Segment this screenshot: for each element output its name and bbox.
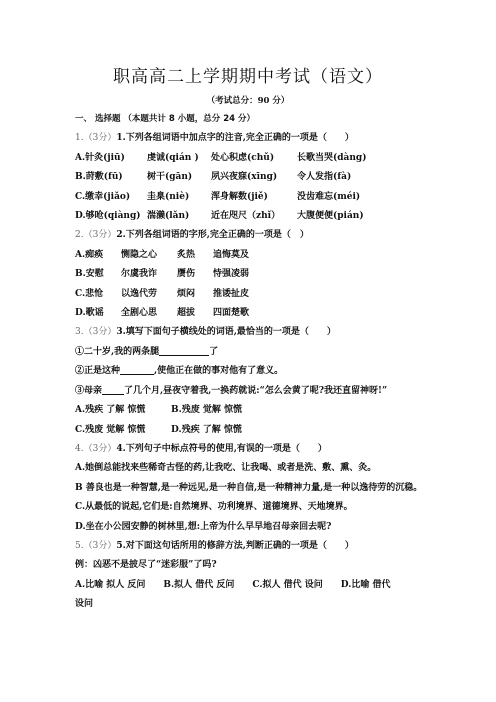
q3-sentence-3 <box>75 382 435 401</box>
sentence-text: ,使他正在做的事对他有了意义。 <box>154 366 284 377</box>
q3-sentence-2 <box>75 362 435 381</box>
option-part: 没齿难忘(méi) <box>297 191 361 202</box>
page-subtitle: （考试总分：90 分） <box>206 96 290 106</box>
q1-option-a <box>75 149 435 168</box>
q1-option-d <box>75 207 435 226</box>
option-part: B.安慰 <box>75 269 104 280</box>
page-title: 职高高二上学期期中考试（语文） <box>113 67 383 87</box>
question-2 <box>75 226 435 245</box>
question-text: 3.填写下面句子横线处的词语,最恰当的一项是（ ） <box>116 327 336 338</box>
option-part: 浑身解数(jiě) <box>211 191 268 202</box>
option-part: 烦闷 <box>177 288 196 299</box>
q4-option-d: D.坐在小公园安静的树林里,想:上帝为什么早早地召母亲回去呢? <box>75 521 332 532</box>
q5-options: A.比喻 拟人 反问 B.拟人 借代 反问 C.拟人 借代 设问 D.比喻 借代 <box>75 579 391 590</box>
question-score: 2.（3分） <box>75 230 117 241</box>
option-part: C.悲怆 <box>75 288 104 299</box>
section-heading: 一、 选择题 （本题共计 8 小题，总分 24 分） <box>75 114 256 124</box>
option-part: 炙热 <box>177 249 196 260</box>
question-text: 4.下列句子中标点符号的使用,有误的一项是（ ） <box>116 443 327 454</box>
option-part: 推诿扯皮 <box>213 288 250 299</box>
q2-option-d <box>75 304 435 323</box>
q5-options-continued: 设问 <box>75 599 94 610</box>
q5-example: 例：凶恶不是披尽了“迷彩服”了吗? <box>75 560 217 571</box>
option-part: 令人发指(fà) <box>297 172 352 183</box>
option-part: C.残废 觉解 惊慌 <box>75 424 146 435</box>
fill-blank <box>159 345 209 356</box>
option-part: A.针灸(jiū) <box>75 152 125 163</box>
q1-option-c <box>75 188 435 207</box>
option-part: 处心积虑(chǔ) <box>211 152 275 163</box>
option-part: 追悔莫及 <box>213 249 250 260</box>
option-part: 恻隐之心 <box>121 249 158 260</box>
option-part: 树干(gān) <box>147 172 193 183</box>
q2-option-b <box>75 265 435 284</box>
option-part: 虔诚(qián ) <box>147 152 199 163</box>
q2-option-c <box>75 285 435 304</box>
option-part: 近在咫尺（zhǐ） <box>211 211 281 222</box>
fill-blank <box>102 384 124 395</box>
q1-option-b <box>75 168 435 187</box>
sentence-text: ②正是这种 <box>75 366 121 377</box>
option-part: 恃强凌弱 <box>213 269 250 280</box>
question-5 <box>75 537 435 556</box>
option-part: 赝伤 <box>177 269 196 280</box>
question-score: 1.（3分） <box>75 133 117 144</box>
sentence-text: 了 <box>209 346 219 357</box>
sentence-text: ①二十岁,我的两条腿 <box>75 346 160 357</box>
option-part: 以逸代劳 <box>121 288 158 299</box>
option-part: 超拔 <box>177 308 196 319</box>
sentence-text: 了几个月,昼夜守着我,一换药就说:“怎么会黄了呢?我还直留神呀!” <box>124 385 388 396</box>
question-score: 5.（3分） <box>75 540 117 551</box>
question-text: 5.对下面这句话所用的修辞方法,判断正确的一项是（ ） <box>116 540 354 551</box>
question-text: 1.下列各组词语中加点字的注音,完全正确的一项是（ ） <box>116 133 354 144</box>
option-part: 全剧心思 <box>121 308 158 319</box>
option-part: A.残疾 了解 惊慌 <box>75 405 146 416</box>
fill-blank <box>120 364 154 375</box>
option-part: 四面楚歌 <box>213 308 250 319</box>
question-3 <box>75 323 435 342</box>
question-1 <box>75 129 435 148</box>
option-part: 长歌当哭(dàng) <box>297 152 367 163</box>
option-part: B.残废 觉解 惊慌 <box>171 405 243 416</box>
option-part: D.够呛(qiàng) <box>75 211 141 222</box>
option-part: 湍濑(lǎn) <box>147 211 190 222</box>
q4-option-a: A.她倒总能找来些稀奇古怪的药,让我吃、让我喝、或者是洗、敷、熏、灸。 <box>75 463 377 474</box>
question-text: 2.下列各组词语的字形,完全正确的一项是（ ） <box>116 230 309 241</box>
question-4 <box>75 440 435 459</box>
option-part: A.痴痪 <box>75 249 104 260</box>
question-score: 3.（3分） <box>75 327 117 338</box>
exam-content <box>75 110 435 615</box>
option-part: 大腹便便(pián) <box>297 211 364 222</box>
option-part: D.残疾 了解 惊慌 <box>171 424 242 435</box>
q2-option-a <box>75 246 435 265</box>
q3-sentence-1 <box>75 343 435 362</box>
option-part: 圭臬(niè) <box>147 191 190 202</box>
option-part: D.歌谣 <box>75 308 104 319</box>
q4-option-b: B 善良也是一种智慧,是一种远见,是一种自信,是一种精神力量,是一种以逸待劳的沉稳。 <box>75 482 423 493</box>
option-part: B.莳敷(fū) <box>75 172 123 183</box>
option-part: C.缴幸(jiǎo) <box>75 191 131 202</box>
sentence-text: ③母亲 <box>75 385 103 396</box>
q4-option-c: C.从最低的说起,它们是:自然境界、功利境界、道德境界、天地境界。 <box>75 502 353 513</box>
option-part: 尔虞我诈 <box>121 269 158 280</box>
q3-options-ab <box>75 401 435 420</box>
q3-options-cd <box>75 421 435 440</box>
option-part: 夙兴夜寐(xīng) <box>211 172 278 183</box>
question-score: 4.（3分） <box>75 443 117 454</box>
